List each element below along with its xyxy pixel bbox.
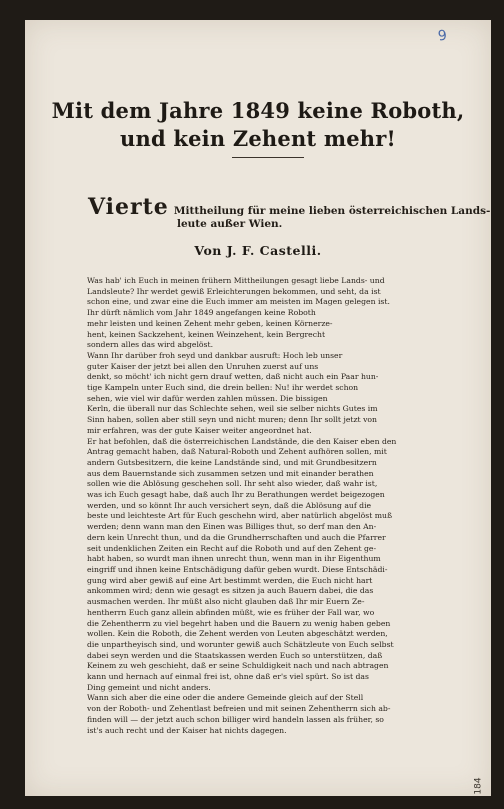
title-divider <box>232 157 304 158</box>
subtitle-text: Mittheilung für meine lieben österreichischen Lands- <box>173 205 491 217</box>
body-line: finden will — der jetzt auch schon billiger wird handeln lassen als früher, so <box>87 714 384 724</box>
body-line: hentherrn Euch ganz allein abfinden müßt, wie es früher der Fall war, wo <box>87 607 375 617</box>
body-text <box>87 276 453 796</box>
subtitle-lead: Vierte <box>88 194 169 220</box>
document-page <box>25 20 491 796</box>
body-line: andern Gutsbesitzern, die keine Landstände sind, und mit Grundbesitzern <box>87 457 377 467</box>
title-line-1: Mit dem Jahre 1849 keine Roboth, <box>51 98 465 123</box>
body-line: gung wird aber gewiß auf eine Art bestimmt werden, die Euch nicht hart <box>87 575 373 585</box>
body-line: sehen, wie viel wir dafür werden zahlen müssen. Die bissigen <box>87 393 328 403</box>
body-line: Keinem zu weh geschieht, daß er seine Schuldigkeit nach und nach abtragen <box>87 661 389 671</box>
body-line: eingriff und ihnen keine Entschädigung dafür geben wurdt. Diese Entschädi- <box>87 564 388 574</box>
body-line: ist's auch recht und der Kaiser hat nichts dagegen. <box>87 725 287 735</box>
body-line: wollen. Kein die Roboth, die Zehent werden von Leuten abgeschätzt werden, <box>87 629 388 639</box>
body-line: mehr leisten und keinen Zehent mehr geben, keinen Körnerze- <box>87 318 333 328</box>
body-line: Wann Ihr darüber froh seyd und dankbar ausruft: Hoch leb unser <box>87 350 343 360</box>
body-line: werden; denn wann man den Einen was Billiges thut, so derf man den An- <box>87 522 377 532</box>
body-line: mir erfahren, was der gute Kaiser weiter angeordnet hat. <box>87 425 312 435</box>
body-line: Ihr dürft nämlich vom Jahr 1849 angefangen keine Roboth <box>87 308 316 318</box>
subtitle-continuation: leute außer Wien. <box>177 218 283 230</box>
body-line: schon eine, und zwar eine die Euch immer am meisten im Magen gelegen ist. <box>87 297 390 307</box>
body-line: Ding gemeint und nicht anders. <box>87 682 211 692</box>
body-line: sollen wie die Ablösung geschehen soll. Ihr seht also wieder, daß wahr ist, <box>87 479 378 489</box>
body-line: sondern alles das wird abgelöst. <box>87 340 214 350</box>
body-line: ankommen wird; denn wie gesagt es sitzen ja auch Bauern dabei, die das <box>87 586 374 596</box>
title-line-2: und kein Zehent mehr! <box>120 126 396 151</box>
body-line: werden, und so könnt Ihr auch versichert seyn, daß die Ablösung auf die <box>87 500 372 510</box>
body-line: von der Roboth- und Zehentlast befreien und mit seinen Zehentherrn sich ab- <box>87 704 391 714</box>
body-line: ausmachen werden. Ihr müßt also nicht glauben daß Ihr mir Euern Ze- <box>87 597 365 607</box>
body-line: tige Kampeln unter Euch sind, die drein bellen: Nu! ihr werdet schon <box>87 383 359 393</box>
archive-page-number: 9 <box>437 27 449 45</box>
subtitle <box>88 194 491 220</box>
author-line: Von J. F. Castelli. <box>194 243 322 258</box>
body-line: Landsleute? Ihr werdet gewiß Erleichterungen bekommen, und seht, da ist <box>87 286 381 296</box>
body-line: Kerln, die überall nur das Schlechte sehen, weil sie selber nichts Gutes im <box>87 404 378 414</box>
body-line: denkt, so möcht' ich nicht gern drauf wetten, daß nicht auch ein Paar hun- <box>87 372 379 382</box>
body-line: die Zehentherrn zu viel begehrt haben und die Bauern zu wenig haben geben <box>87 618 391 628</box>
body-line: dern kein Unrecht thun, und da die Grundherrschaften und auch die Pfarrer <box>87 532 386 542</box>
body-line: die unpartheyisch sind, und worunter gewiß auch Schätzleute von Euch selbst <box>87 639 394 649</box>
document-title <box>45 97 471 153</box>
body-line: Er hat befohlen, daß die österreichischen Landstände, die den Kaiser eben den <box>87 436 397 446</box>
corner-number: 184 <box>473 777 484 795</box>
body-line: was ich Euch gesagt habe, daß auch Ihr zu Berathungen werdet beigezogen <box>87 490 385 500</box>
body-line: kann und hernach auf einmal frei ist, ohne daß er's viel spürt. So ist das <box>87 672 369 682</box>
body-line: Sinn haben, sollen aber still seyn und nicht muren; denn Ihr sollt jetzt von <box>87 415 377 425</box>
body-line: habt haben, so wurdt man ihnen unrecht thun, wenn man in ihr Eigenthum <box>87 554 381 564</box>
body-line: Wann sich aber die eine oder die andere Gemeinde gleich auf der Stell <box>87 693 364 703</box>
body-line: Antrag gemacht haben, daß Natural-Roboth und Zehent aufhören sollen, mit <box>87 447 387 457</box>
body-line: Was hab' ich Euch in meinen frühern Mittheilungen gesagt liebe Lands- und <box>87 276 385 285</box>
body-line: seit undenklichen Zeiten ein Recht auf die Roboth und auf den Zehent ge- <box>87 543 377 553</box>
body-line: beste und leichteste Art für Euch geschehn wird, aber natürlich abgelöst muß <box>87 511 393 521</box>
body-line: dabei seyn werden und die Staatskassen werden Euch so unterstützen, daß <box>87 650 383 660</box>
body-line: aus dem Bauernstande sich zusammen setzen und mit einander berathen <box>87 468 374 478</box>
body-line: guter Kaiser der jetzt bei allen den Unruhen zuerst auf uns <box>87 361 319 371</box>
body-line: hent, keinen Sackzehent, keinen Weinzehent, kein Bergrecht <box>87 329 326 339</box>
